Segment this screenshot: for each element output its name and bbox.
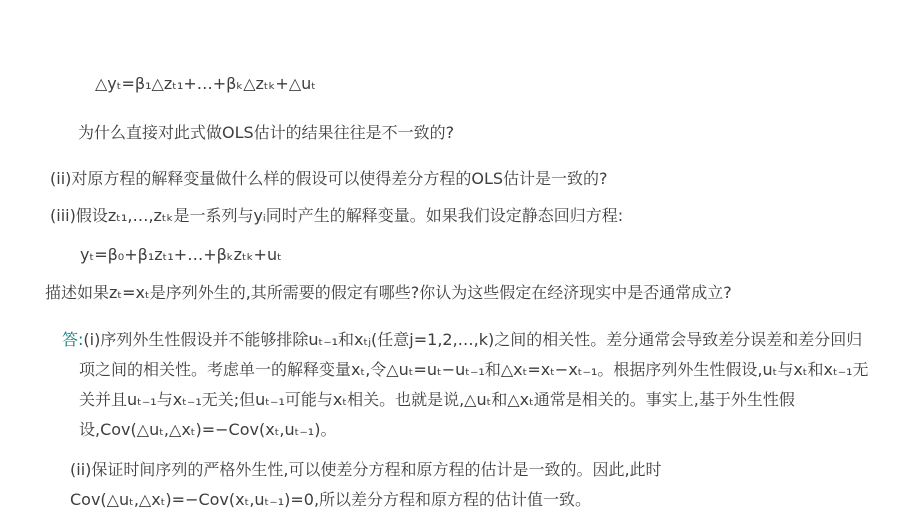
question-describe-assumptions: 描述如果zₜ=xₜ是序列外生的,其所需要的假定有哪些?你认为这些假定在经济现实中是否通常成立? [45,283,732,302]
answer-paragraph-ii [0,455,900,515]
answer-paragraph-i [0,325,900,445]
question-why-ols-inconsistent: 为什么直接对此式做OLS估计的结果往往是不一致的? [78,123,455,142]
answer-part-ii-text: (ii)保证时间序列的严格外生性,可以使差分方程和原方程的估计是一致的。因此,此时Cov(△uₜ,△xₜ)=−Cov(xₜ,uₜ₋₁)=0,所以差分方程和原方程的估计值一致。 [70,460,662,509]
answer-label: 答: [62,330,84,349]
clipped-formula-line [95,74,695,96]
clipped-formula-text: △yₜ=β₁△zₜ₁+…+βₖ△zₜₖ+△uₜ [95,74,316,93]
question-iii: (iii)假设zₜ₁,…,zₜₖ是一系列与yᵢ同时产生的解释变量。如果我们设定静态回归方程: [50,206,624,225]
answer-part-i-text: (i)序列外生性假设并不能够排除uₜ₋₁和xₜⱼ(任意j=1,2,…,k)之间的相关性。差分通常会导致差分误差和差分回归项之间的相关性。考虑单一的解释变量xₜ,令△uₜ=uₜ−uₜ₋₁和△xₜ=xₜ−xₜ₋₁。根据序列外生性假设,uₜ与xₜ和xₜ₋₁无关并且uₜ₋₁与xₜ₋₁无关;但uₜ₋₁可能与xₜ相关。也就是说,△uₜ和△xₜ通常是相关的。事实上,基于外生性假设,Cov(△uₜ,△xₜ)=−Cov(xₜ,uₜ₋₁)。 [79,330,869,439]
static-regression-equation: yₜ=β₀+β₁zₜ₁+…+βₖzₜₖ+uₜ [80,245,282,264]
question-ii: (ii)对原方程的解释变量做什么样的假设可以使得差分方程的OLS估计是一致的? [50,169,608,188]
